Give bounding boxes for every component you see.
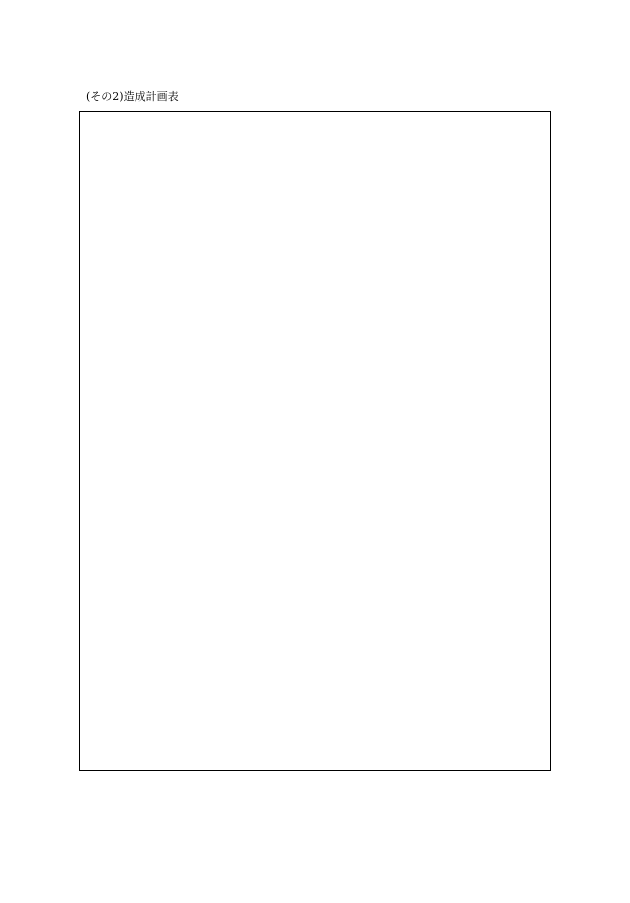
planning-table xyxy=(79,111,551,771)
document-caption: (その2)造成計画表 xyxy=(86,90,179,103)
